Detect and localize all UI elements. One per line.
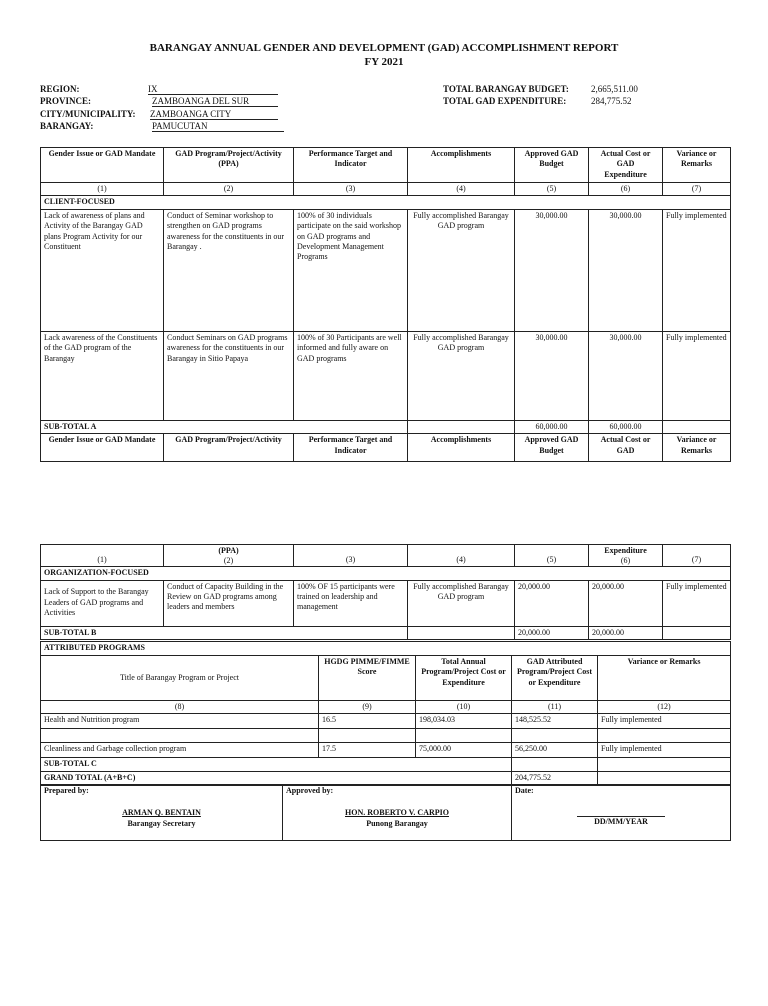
- client-focused-label: CLIENT-FOCUSED: [41, 196, 731, 209]
- date-cell: [512, 785, 731, 841]
- table-row: [41, 743, 731, 758]
- attributed-section-row: [41, 642, 731, 656]
- table-row: [41, 580, 731, 626]
- program-title-cell: Cleanliness and Garbage collection program: [41, 743, 319, 758]
- budget-info: [443, 84, 703, 110]
- header-approved-budget: Approved GAD Budget: [515, 148, 589, 183]
- header-variance: Variance or Remarks: [663, 148, 731, 183]
- table-row: [41, 331, 731, 420]
- col-num-8: (8): [41, 701, 319, 714]
- header-total-annual-cost: Total Annual Program/Project Cost or Expenditure: [416, 656, 512, 701]
- budget-value: 2,665,511.00: [591, 84, 638, 94]
- accomplishment-cell: Fully accomplished Barangay GAD program: [408, 209, 515, 331]
- location-info: [40, 84, 340, 134]
- fiscal-year: FY 2021: [364, 56, 404, 68]
- col-num-4: (4): [408, 183, 515, 196]
- column-numbers-row: [41, 183, 731, 196]
- report-title: BARANGAY ANNUAL GENDER AND DEVELOPMENT (GAD) ACCOMPLISHMENT REPORT: [149, 42, 619, 54]
- col-num-5: (5): [515, 545, 589, 567]
- issue-cell: Lack of awareness of plans and Activity of the Barangay GAD plans Program Activity for our Constituent: [41, 209, 164, 331]
- subtotal-a-actual: 60,000.00: [589, 420, 663, 433]
- subtotal-b-actual: 20,000.00: [589, 626, 663, 639]
- remarks-cell: Fully implemented: [598, 743, 731, 758]
- remarks-cell: Fully implemented: [598, 714, 731, 729]
- date-format: DD/MM/YEAR: [594, 817, 648, 827]
- budget-cell: 20,000.00: [515, 580, 589, 626]
- subtotal-b-label: SUB-TOTAL B: [41, 626, 408, 639]
- organization-focused-table: [40, 544, 731, 640]
- header-program-title: Title of Barangay Program or Project: [41, 656, 319, 701]
- col-num-6: (6): [589, 183, 663, 196]
- empty-row: [41, 729, 731, 743]
- barangay-value: PAMUCUTAN: [152, 121, 284, 132]
- actual-cell: 20,000.00: [589, 580, 663, 626]
- col-num-7: (7): [663, 545, 731, 567]
- remarks-cell: Fully implemented: [663, 331, 731, 420]
- subtotal-c-row: [41, 758, 731, 772]
- subtotal-a-label: SUB-TOTAL A: [41, 420, 408, 433]
- total-cost-cell: 198,034.03: [416, 714, 512, 729]
- col-num-7: (7): [663, 183, 731, 196]
- header-ppa: GAD Program/Project/Activity: [164, 434, 294, 462]
- attributed-cost-cell: 56,250.00: [512, 743, 598, 758]
- signature-table: [40, 784, 731, 841]
- continued-header-row: [41, 545, 731, 567]
- col-num-3: (3): [294, 545, 408, 567]
- attributed-label: ATTRIBUTED PROGRAMS: [41, 642, 731, 656]
- region-value: IX: [148, 84, 278, 95]
- header-variance: Variance or Remarks: [663, 434, 731, 462]
- subtotal-b-budget: 20,000.00: [515, 626, 589, 639]
- region-label: REGION:: [40, 84, 80, 94]
- approved-by-label: Approved by:: [286, 786, 334, 795]
- prepared-by-title: Barangay Secretary: [127, 818, 196, 828]
- subtotal-a-row: [41, 420, 731, 433]
- col-num-3: (3): [294, 183, 408, 196]
- org-focused-section-row: [41, 567, 731, 580]
- header-actual-cost: Actual Cost or GAD: [589, 434, 663, 462]
- col-num-6: Expenditure (6): [589, 545, 663, 567]
- issue-cell: Lack awareness of the Constituents of the GAD program of the Barangay: [41, 331, 164, 420]
- target-cell: 100% of 30 Participants are well informed and fully aware on GAD programs: [294, 331, 408, 420]
- date-label: Date:: [515, 786, 534, 795]
- header-ppa: GAD Program/Project/Activity (PPA): [164, 148, 294, 183]
- city-label: CITY/MUNICIPALITY:: [40, 109, 136, 119]
- col-num-1: (1): [41, 183, 164, 196]
- grand-total-label: GRAND TOTAL (A+B+C): [41, 772, 512, 786]
- signature-row: [41, 785, 731, 841]
- approved-by-name: HON. ROBERTO V. CARPIO: [345, 808, 449, 818]
- table-row: [41, 714, 731, 729]
- program-title-cell: Health and Nutrition program: [41, 714, 319, 729]
- ppa-cell: Conduct of Seminar workshop to strengthen on GAD programs awareness for the constituents in our Barangay .: [164, 209, 294, 331]
- header-gad-attributed-cost: GAD Attributed Program/Project Cost or Expenditure: [512, 656, 598, 701]
- table-row: [41, 209, 731, 331]
- client-focused-table: [40, 147, 731, 462]
- remarks-cell: Fully implemented: [663, 580, 731, 626]
- header-accomplishments: Accomplishments: [408, 434, 515, 462]
- header-variance-remarks: Variance or Remarks: [598, 656, 731, 701]
- col-num-2: (2): [164, 183, 294, 196]
- attributed-cost-cell: 148,525.52: [512, 714, 598, 729]
- prepared-by-cell: [41, 785, 283, 841]
- col-num-4: (4): [408, 545, 515, 567]
- client-focused-section-row: [41, 196, 731, 209]
- header-row: [41, 148, 731, 183]
- province-value: ZAMBOANGA DEL SUR: [152, 96, 278, 107]
- subtotal-c-label: SUB-TOTAL C: [41, 758, 512, 772]
- header-hgdg-score: HGDG PIMME/FIMME Score: [319, 656, 416, 701]
- budget-cell: 30,000.00: [515, 331, 589, 420]
- ppa-cell: Conduct Seminars on GAD programs awareness for the constituents in our Barangay in Sitio Papaya: [164, 331, 294, 420]
- city-value: ZAMBOANGA CITY: [150, 109, 278, 120]
- prepared-by-label: Prepared by:: [44, 786, 89, 795]
- attributed-programs-table: [40, 641, 731, 786]
- col-num-2: (PPA) (2): [164, 545, 294, 567]
- barangay-label: BARANGAY:: [40, 121, 94, 131]
- subtotal-b-row: [41, 626, 731, 639]
- attributed-header-row: [41, 656, 731, 701]
- budget-label: TOTAL BARANGAY BUDGET:: [443, 84, 569, 94]
- col-num-5: (5): [515, 183, 589, 196]
- approved-by-title: Punong Barangay: [366, 818, 428, 828]
- header-approved-budget: Approved GAD Budget: [515, 434, 589, 462]
- header-accomplishments: Accomplishments: [408, 148, 515, 183]
- header-performance-target: Performance Target and Indicator: [294, 148, 408, 183]
- approved-by-cell: [283, 785, 512, 841]
- budget-cell: 30,000.00: [515, 209, 589, 331]
- remarks-cell: Fully implemented: [663, 209, 731, 331]
- target-cell: 100% of 30 individuals participate on the said workshop on GAD programs and Development Management Programs: [294, 209, 408, 331]
- ppa-cell: Conduct of Capacity Building in the Review on GAD programs among leaders and members: [164, 580, 294, 626]
- subtotal-a-budget: 60,000.00: [515, 420, 589, 433]
- col-num-10: (10): [416, 701, 512, 714]
- issue-cell: Lack of Support to the Barangay Leaders of GAD programs and Activities: [41, 580, 164, 626]
- header-gender-issue: Gender Issue or GAD Mandate: [41, 148, 164, 183]
- score-cell: 16.5: [319, 714, 416, 729]
- attributed-numbers-row: [41, 701, 731, 714]
- col-num-11: (11): [512, 701, 598, 714]
- total-cost-cell: 75,000.00: [416, 743, 512, 758]
- gad-expenditure-label: TOTAL GAD EXPENDITURE:: [443, 96, 567, 106]
- header-gender-issue: Gender Issue or GAD Mandate: [41, 434, 164, 462]
- province-label: PROVINCE:: [40, 96, 91, 106]
- score-cell: 17.5: [319, 743, 416, 758]
- header-actual-cost: Actual Cost or GAD Expenditure: [589, 148, 663, 183]
- repeated-header-row: [41, 434, 731, 462]
- header-performance-target: Performance Target and Indicator: [294, 434, 408, 462]
- accomplishment-cell: Fully accomplished Barangay GAD program: [408, 580, 515, 626]
- org-focused-label: ORGANIZATION-FOCUSED: [41, 567, 731, 580]
- col-num-12: (12): [598, 701, 731, 714]
- actual-cell: 30,000.00: [589, 209, 663, 331]
- accomplishment-cell: Fully accomplished Barangay GAD program: [408, 331, 515, 420]
- target-cell: 100% OF 15 participants were trained on leadership and management: [294, 580, 408, 626]
- actual-cell: 30,000.00: [589, 331, 663, 420]
- grand-total-value: 204,775.52: [512, 772, 598, 786]
- gad-expenditure-value: 284,775.52: [591, 96, 632, 106]
- prepared-by-name: ARMAN Q. BENTAIN: [122, 808, 201, 818]
- col-num-1: (1): [41, 545, 164, 567]
- col-num-9: (9): [319, 701, 416, 714]
